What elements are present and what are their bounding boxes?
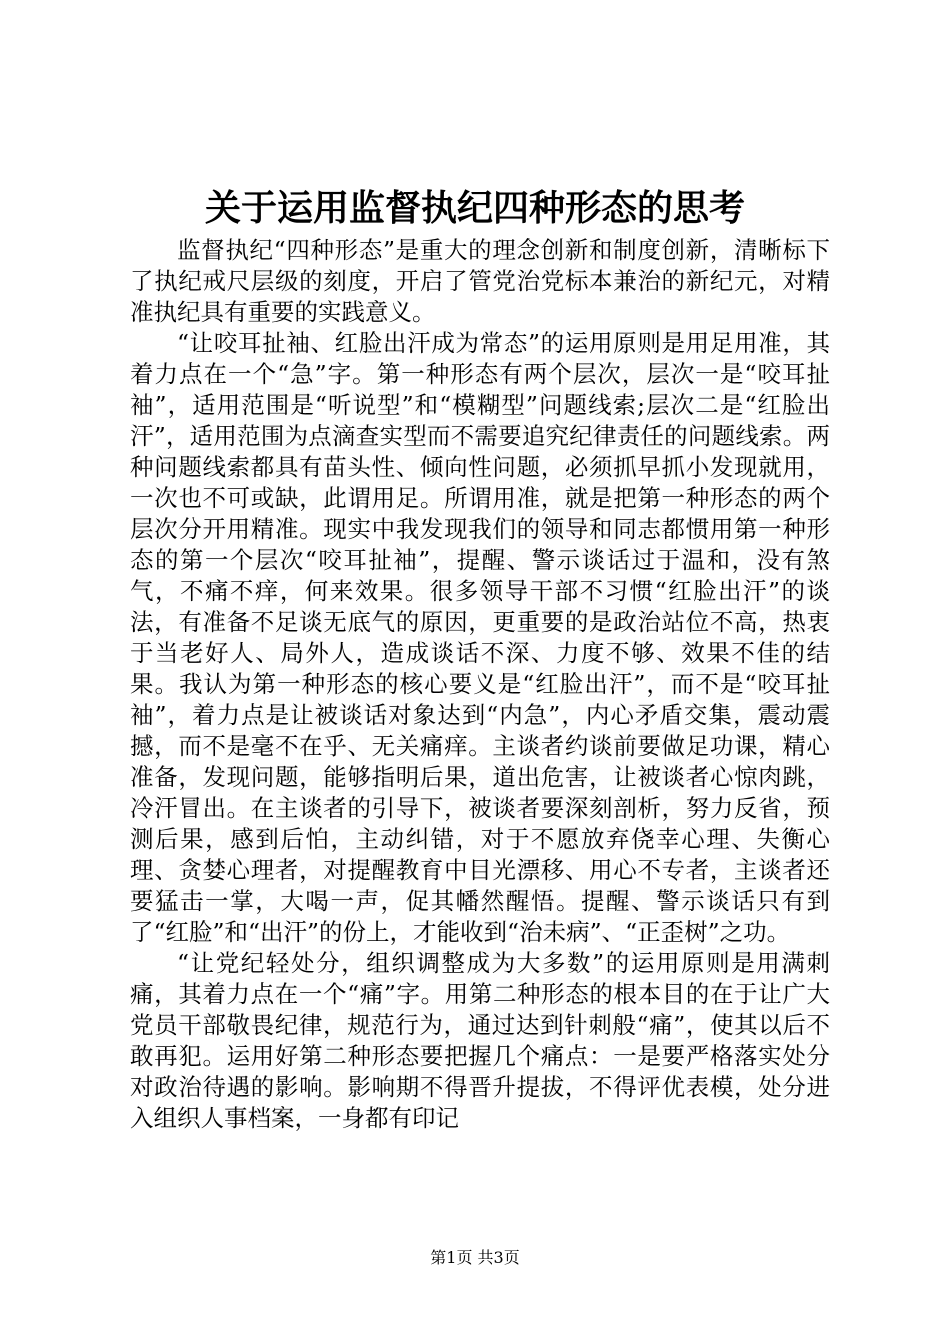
page-number-footer: 第1页 共3页 [430, 1248, 520, 1267]
paragraph-first-form: “让咬耳扯袖、红脸出汗成为常态”的运用原则是用足用准，其着力点在一个“急”字。第一种形态有两个层次，层次一是“咬耳扯袖”，适用范围是“听说型”和“模糊型”问题线索;层次二是“红脸出汗”，适用范围为点滴查实型而不需要追究纪律责任的问题线索。两种问题线索都具有苗头性、倾向性问题，必须抓早抓小发现就用，一次也不可或缺，此谓用足。所谓用准，就是把第一种形态的两个层次分开用精准。现实中我发现我们的领导和同志都惯用第一种形态的第一个层次“咬耳扯袖”，提醒、警示谈话过于温和，没有煞气，不痛不痒，何来效果。很多领导干部不习惯“红脸出汗”的谈法，有准备不足谈无底气的原因，更重要的是政治站位不高，热衷于当老好人、局外人，造成谈话不深、力度不够、效果不佳的结果。我认为第一种形态的核心要义是“红脸出汗”，而不是“咬耳扯袖”，着力点是让被谈话对象达到“内急”，内心矛盾交集，震动震撼，而不是毫不在乎、无关痛痒。主谈者约谈前要做足功课，精心准备，发现问题，能够指明后果，道出危害，让被谈者心惊肉跳，冷汗冒出。在主谈者的引导下，被谈者要深刻剖析，努力反省，预测后果，感到后怕，主动纠错，对于不愿放弃侥幸心理、失衡心理、贪婪心理者，对提醒教育中目光漂移、用心不专者，主谈者还要猛击一掌，大喝一声，促其幡然醒悟。提醒、警示谈话只有到了“红脸”和“出汗”的份上，才能收到“治未病”、“正歪树”之功。 [130, 329, 830, 946]
document-title: 关于运用监督执纪四种形态的思考 [204, 187, 745, 229]
document-body [130, 235, 830, 1134]
paragraph-second-form: “让党纪轻处分，组织调整成为大多数”的运用原则是用满刺痛，其着力点在一个“痛”字。用第二种形态的根本目的在于让广大党员干部敬畏纪律，规范行为，通过达到针刺般“痛”，使其以后不敢再犯。运用好第二种形态要把握几个痛点：一是要严格落实处分对政治待遇的影响。影响期不得晋升提拔，不得评优表模，处分进入组织人事档案，一身都有印记 [130, 949, 830, 1132]
paragraph-intro: 监督执纪“四种形态”是重大的理念创新和制度创新，清晰标下了执纪戒尺层级的刻度，开启了管党治党标本兼治的新纪元，对精准执纪具有重要的实践意义。 [130, 236, 830, 326]
